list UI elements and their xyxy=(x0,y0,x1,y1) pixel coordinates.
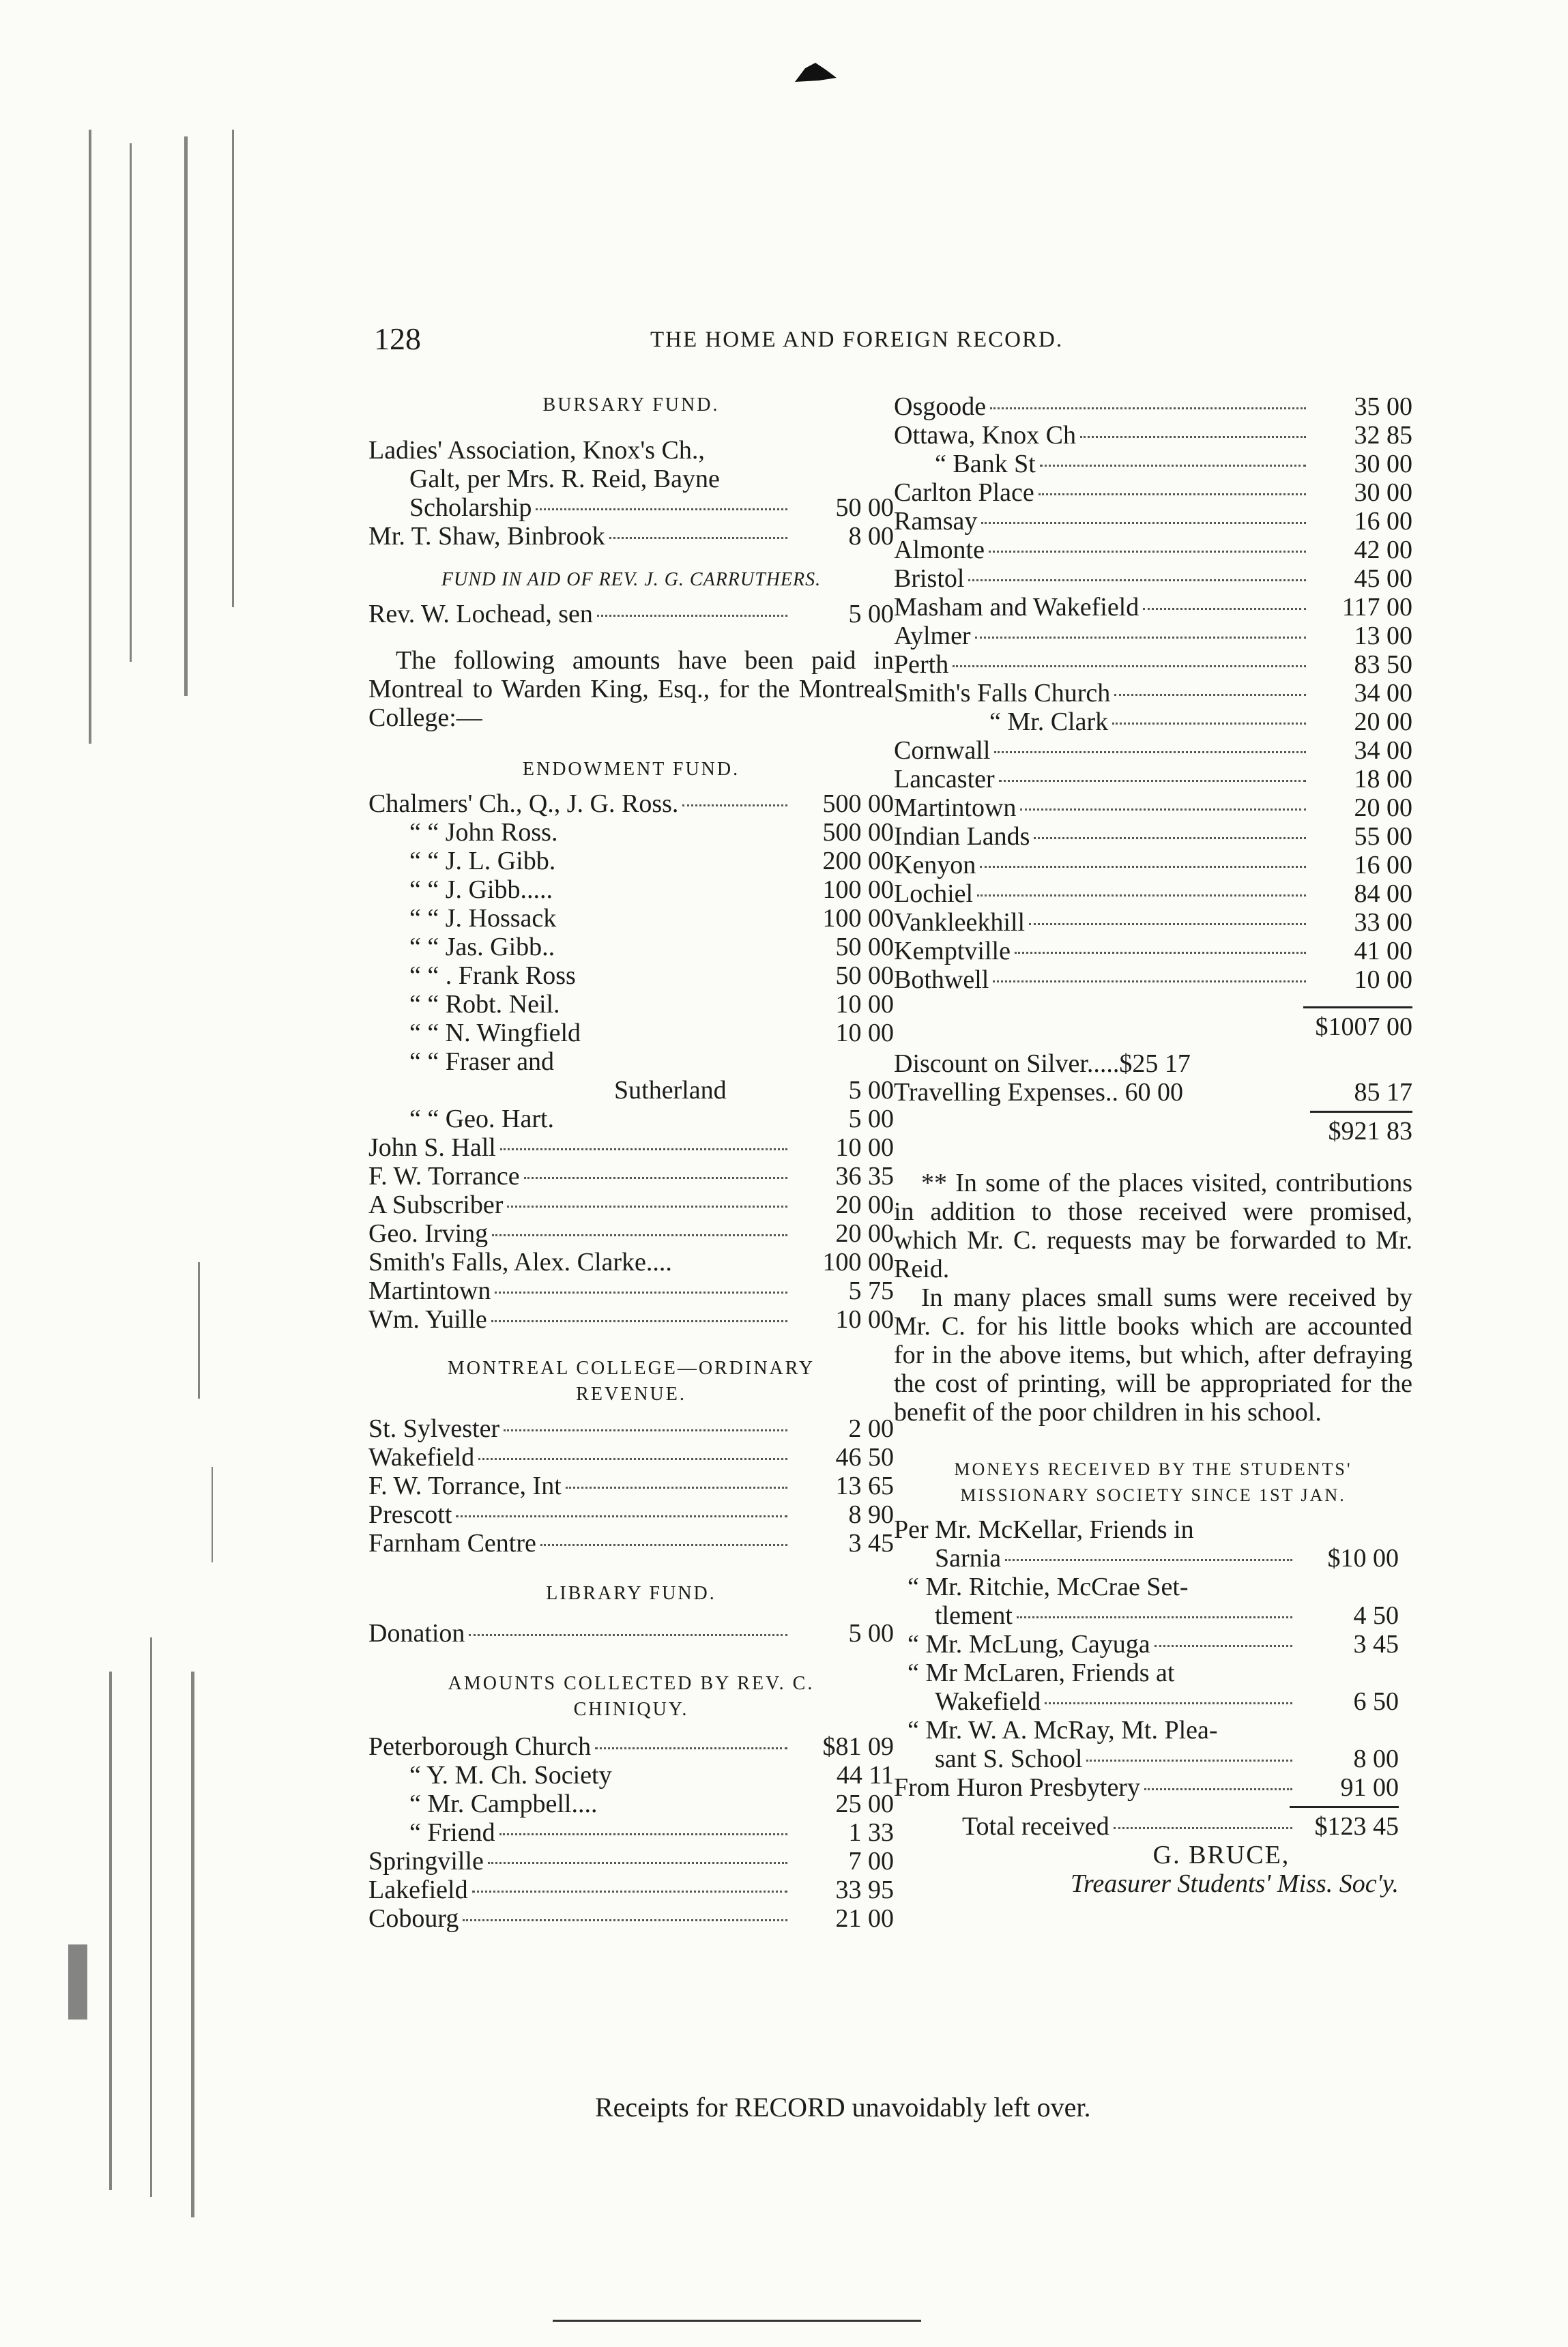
page-number: 128 xyxy=(374,321,421,356)
right-column xyxy=(894,392,1412,1898)
ordinary-row: Farnham Centre 3 45 xyxy=(368,1529,894,1558)
chiniquy-cont-row: Vankleekhill 33 00 xyxy=(894,908,1412,937)
students-row-line: Per Mr. McKellar, Friends in xyxy=(894,1515,1194,1544)
students-row: From Huron Presbytery 91 00 xyxy=(894,1773,1399,1802)
running-title: THE HOME AND FOREIGN RECORD. xyxy=(650,327,1064,352)
subtotal-rule xyxy=(1303,1006,1412,1008)
endowment-row: A Subscriber 20 00 xyxy=(368,1191,894,1219)
endowment-row: “ “ J. L. Gibb. 200 00 xyxy=(409,847,894,875)
chiniquy-row: Peterborough Church $81 09 xyxy=(368,1732,894,1761)
chiniquy-cont-row: Bothwell 10 00 xyxy=(894,965,1412,994)
endowment-row: Sutherland 5 00 xyxy=(614,1076,894,1105)
chiniquy-cont-row: Aylmer 13 00 xyxy=(894,622,1412,650)
footer-note: Receipts for RECORD unavoidably left over. xyxy=(595,2092,1091,2123)
chiniquy-cont-row: Perth 83 50 xyxy=(894,650,1412,679)
note-paragraph-2: In many places small sums were received by Mr. C. for his little books which are accounted for in the above items, but which, after defraying the cost of printing, will be appropriated for the benefit of the poor children in his school. xyxy=(894,1283,1412,1427)
students-row-line: “ Mr. Ritchie, McCrae Set- xyxy=(908,1573,1189,1601)
chiniquy-heading-line2: CHINIQUY. xyxy=(573,1699,689,1720)
chiniquy-cont-row: Smith's Falls Church 34 00 xyxy=(894,679,1412,708)
students-total-row: Total received $123 45 xyxy=(962,1812,1399,1841)
ordinary-list xyxy=(368,1414,894,1558)
endowment-list xyxy=(368,789,894,1334)
scan-noise-left-margin xyxy=(27,102,293,2286)
carruthers-heading: FUND IN AID OF REV. J. G. CARRUTHERS. xyxy=(441,569,822,590)
ordinary-row: F. W. Torrance, Int 13 65 xyxy=(368,1472,894,1500)
endowment-row: “ “ Jas. Gibb.. 50 00 xyxy=(409,933,894,961)
chiniquy-cont-row: Carlton Place 30 00 xyxy=(894,478,1412,507)
ordinary-row: Prescott 8 90 xyxy=(368,1500,894,1529)
chiniquy-cont-row: Kenyon 16 00 xyxy=(894,851,1412,879)
subtotal-row: $1007 00 xyxy=(1315,1012,1412,1041)
students-row: Wakefield 6 50 xyxy=(935,1687,1399,1716)
endowment-row: “ “ Robt. Neil. 10 00 xyxy=(409,990,894,1019)
endowment-row: “ “ Geo. Hart. 5 00 xyxy=(409,1105,894,1133)
endowment-heading: ENDOWMENT FUND. xyxy=(522,759,740,780)
note-paragraph-1: ** In some of the places visited, contributions in addition to those received were promised, which Mr. C. requests may be forwarded to Mr. Reid. xyxy=(894,1169,1412,1283)
net-rule xyxy=(1310,1111,1412,1113)
students-row: tlement 4 50 xyxy=(935,1601,1399,1630)
endowment-row: Wm. Yuille 10 00 xyxy=(368,1305,894,1334)
running-head xyxy=(374,321,1165,362)
endowment-row: “ “ N. Wingfield 10 00 xyxy=(409,1019,894,1047)
chiniquy-cont-row: “ Mr. Clark 20 00 xyxy=(989,708,1412,736)
chiniquy-cont-row: Ramsay 16 00 xyxy=(894,507,1412,536)
signature-name: G. BRUCE, xyxy=(1152,1841,1290,1869)
students-heading: MONEYS RECEIVED BY THE STUDENTS' xyxy=(954,1459,1352,1479)
chiniquy-row: “ Y. M. Ch. Society 44 11 xyxy=(409,1761,894,1790)
chiniquy-cont-row: Almonte 42 00 xyxy=(894,536,1412,564)
carruthers-row: Rev. W. Lochead, sen 5 00 xyxy=(368,600,894,628)
net-total-row: $921 83 xyxy=(1328,1117,1412,1146)
ordinary-row: Wakefield 46 50 xyxy=(368,1443,894,1472)
chiniquy-continued-list xyxy=(894,392,1412,994)
signature-role: Treasurer Students' Miss. Soc'y. xyxy=(1070,1869,1399,1898)
chiniquy-cont-row: Osgoode 35 00 xyxy=(894,392,1412,421)
students-heading-line2: MISSIONARY SOCIETY SINCE 1ST JAN. xyxy=(960,1485,1346,1505)
chiniquy-cont-row: Martintown 20 00 xyxy=(894,793,1412,822)
chiniquy-heading: AMOUNTS COLLECTED BY REV. C. xyxy=(448,1673,815,1694)
discount-row: Discount on Silver.....$25 17 xyxy=(894,1049,1191,1078)
endowment-row: F. W. Torrance 36 35 xyxy=(368,1162,894,1191)
intro-paragraph: The following amounts have been paid in Montreal to Warden King, Esq., for the Montreal College:— xyxy=(368,646,894,732)
ornament-icon xyxy=(792,60,839,87)
endowment-row: “ “ J. Hossack 100 00 xyxy=(409,904,894,933)
chiniquy-cont-row: Cornwall 34 00 xyxy=(894,736,1412,765)
bottom-rule xyxy=(553,2320,921,2322)
ordinary-row: St. Sylvester 2 00 xyxy=(368,1414,894,1443)
endowment-row: John S. Hall 10 00 xyxy=(368,1133,894,1162)
left-column xyxy=(368,392,894,1933)
endowment-row: Martintown 5 75 xyxy=(368,1277,894,1305)
chiniquy-cont-row: Ottawa, Knox Ch 32 85 xyxy=(894,421,1412,450)
endowment-row: Geo. Irving 20 00 xyxy=(368,1219,894,1248)
chiniquy-cont-row: Bristol 45 00 xyxy=(894,564,1412,593)
library-heading: LIBRARY FUND. xyxy=(546,1583,716,1604)
students-row-line: “ Mr McLaren, Friends at xyxy=(908,1659,1175,1687)
chiniquy-cont-row: Masham and Wakefield 117 00 xyxy=(894,593,1412,622)
endowment-row: “ “ John Ross. 500 00 xyxy=(409,818,894,847)
ordinary-heading-line2: REVENUE. xyxy=(576,1384,686,1405)
bursary-line2: Galt, per Mrs. R. Reid, Bayne xyxy=(409,465,720,493)
chiniquy-cont-row: Indian Lands 55 00 xyxy=(894,822,1412,851)
ordinary-heading: MONTREAL COLLEGE—ORDINARY xyxy=(447,1358,815,1379)
chiniquy-cont-row: Kemptville 41 00 xyxy=(894,937,1412,965)
chiniquy-list xyxy=(368,1732,894,1933)
bursary-heading: BURSARY FUND. xyxy=(542,394,720,416)
endowment-row: Smith's Falls, Alex. Clarke.... 100 00 xyxy=(368,1248,894,1277)
students-row-line: “ Mr. W. A. McRay, Mt. Plea- xyxy=(908,1716,1218,1745)
library-row: Donation 5 00 xyxy=(368,1619,894,1648)
endowment-row: “ “ . Frank Ross 50 00 xyxy=(409,961,894,990)
chiniquy-row: Springville 7 00 xyxy=(368,1847,894,1876)
endowment-row: Chalmers' Ch., Q., J. G. Ross. 500 00 xyxy=(368,789,894,818)
students-row: Sarnia $10 00 xyxy=(935,1544,1399,1573)
endowment-row: “ “ J. Gibb..... 100 00 xyxy=(409,875,894,904)
students-rule xyxy=(1290,1806,1399,1808)
endowment-row: “ “ Fraser and xyxy=(409,1047,555,1076)
bursary-row: Mr. T. Shaw, Binbrook 8 00 xyxy=(368,522,894,551)
chiniquy-row: Lakefield 33 95 xyxy=(368,1876,894,1904)
students-row: sant S. School 8 00 xyxy=(935,1745,1399,1773)
chiniquy-cont-row: “ Bank St 30 00 xyxy=(935,450,1412,478)
bursary-line1: Ladies' Association, Knox's Ch., xyxy=(368,436,705,465)
travelling-row: Travelling Expenses.. 60 00 85 17 xyxy=(894,1078,1412,1107)
chiniquy-row: “ Mr. Campbell.... 25 00 xyxy=(409,1790,894,1818)
bursary-row: Scholarship 50 00 xyxy=(409,493,894,522)
chiniquy-cont-row: Lancaster 18 00 xyxy=(894,765,1412,793)
students-list xyxy=(894,1515,1412,1841)
chiniquy-row: Cobourg 21 00 xyxy=(368,1904,894,1933)
chiniquy-cont-row: Lochiel 84 00 xyxy=(894,879,1412,908)
chiniquy-row: “ Friend 1 33 xyxy=(409,1818,894,1847)
students-row: “ Mr. McLung, Cayuga 3 45 xyxy=(908,1630,1399,1659)
